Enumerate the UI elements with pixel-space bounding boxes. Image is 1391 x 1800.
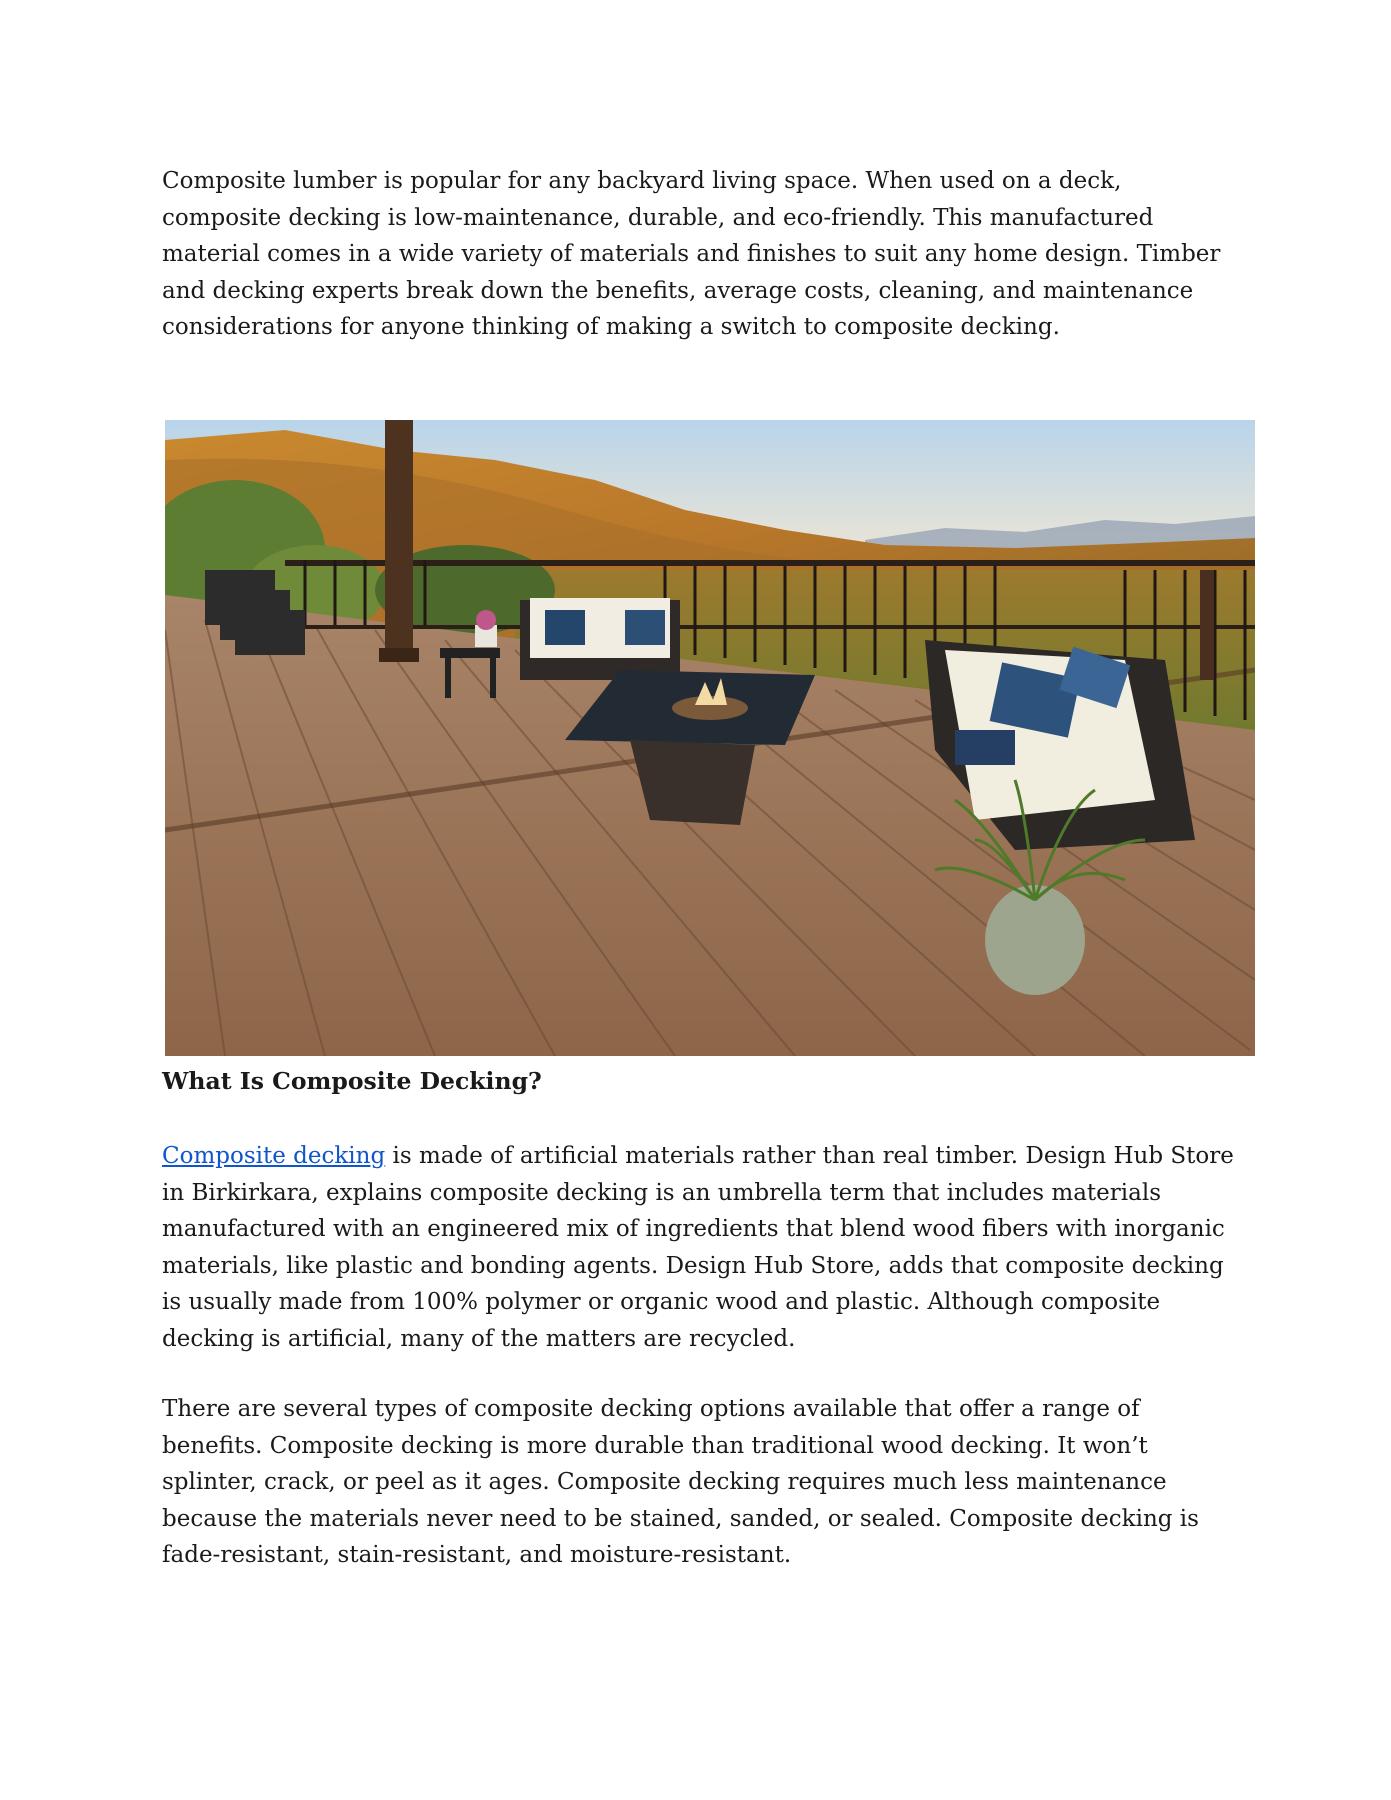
intro-paragraph: Composite lumber is popular for any backyard living space. When used on a deck, composite decking is low-maintenance, durable, and eco-friendly. This manufactured material comes in a wide variety of materials and finishes to suit any home design. Timber and decking experts break down the benefits, average costs, cleaning, and maintenance considerations for anyone thinking of making a switch to composite decking. [162,168,1221,340]
body-paragraph-1 [162,1138,1242,1357]
section-heading: What Is Composite Decking? [162,1067,542,1095]
body-paragraph-2: There are several types of composite decking options available that offer a range of benefits. Composite decking is more durable than traditional wood decking. It won’t splinter, crack, or peel as it ages. Composite decking requires much less maintenance because the materials never need to be stained, sanded, or sealed. Composite decking is fade-resistant, stain-resistant, and moisture-resistant. [162,1396,1199,1568]
body-paragraph-1-text: is made of artificial materials rather than real timber. Design Hub Store in Birkirkara, explains composite decking is an umbrella term that includes materials manufactured with an engineered mix of ingredients that blend wood fibers with inorganic materials, like plastic and bonding agents. Design Hub Store, adds that composite decking is usually made from 100% polymer or organic wood and plastic. Although composite decking is artificial, many of the matters are recycled. [162,1143,1234,1352]
composite-decking-link[interactable]: Composite decking [162,1143,386,1169]
deck-photo [165,420,1255,1056]
